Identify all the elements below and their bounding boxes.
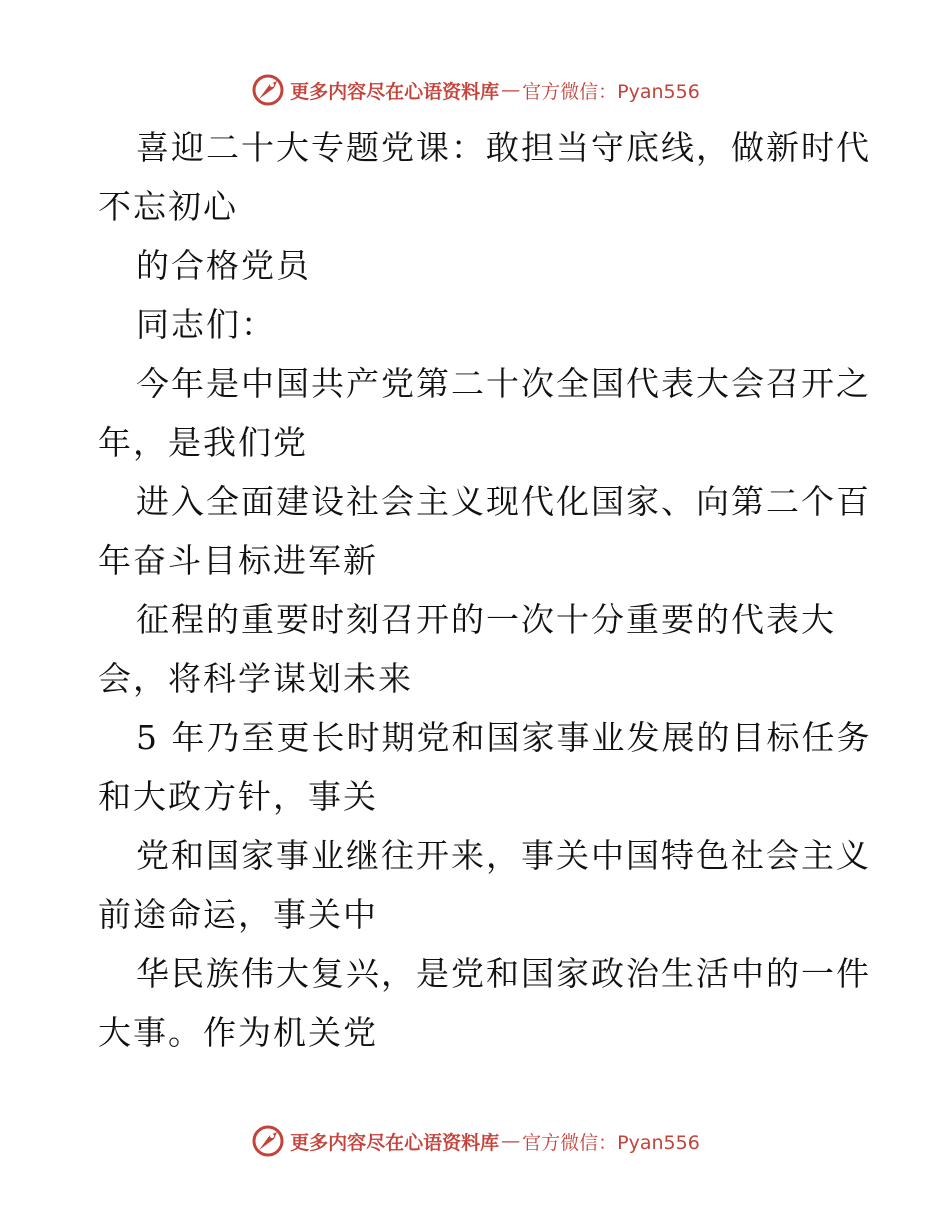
pen-nib-logo-icon bbox=[250, 1123, 286, 1159]
text-line: 今年是中国共产党第二十次全国代表大会召开之 bbox=[136, 364, 871, 403]
text-line: 前途命运，事关中 bbox=[98, 895, 378, 934]
text-line: 同志们： bbox=[136, 305, 276, 344]
text-line: 和大政方针，事关 bbox=[98, 777, 378, 816]
watermark-site-text: 更多内容尽在心语资料库 bbox=[290, 1131, 500, 1154]
footer-watermark bbox=[0, 1121, 950, 1161]
watermark-wechat-text: 官方微信：Pyan556 bbox=[522, 80, 700, 103]
watermark-dash: — bbox=[501, 1130, 521, 1152]
text-line: 的合格党员 bbox=[136, 246, 311, 285]
header-watermark bbox=[0, 70, 950, 110]
text-line: 5 年乃至更长时期党和国家事业发展的目标任务 bbox=[136, 718, 872, 757]
text-line: 党和国家事业继往开来，事关中国特色社会主义 bbox=[136, 836, 871, 875]
text-line: 会，将科学谋划未来 bbox=[98, 659, 413, 698]
text-line: 不忘初心 bbox=[98, 187, 238, 226]
text-line: 华民族伟大复兴，是党和国家政治生活中的一件 bbox=[136, 954, 871, 993]
text-line: 进入全面建设社会主义现代化国家、向第二个百 bbox=[136, 482, 871, 521]
text-line: 大事。作为机关党 bbox=[98, 1013, 378, 1052]
text-line: 征程的重要时刻召开的一次十分重要的代表大 bbox=[136, 600, 836, 639]
document-body bbox=[98, 118, 872, 1062]
pen-nib-logo-icon bbox=[250, 72, 286, 108]
text-line: 年奋斗目标进军新 bbox=[98, 541, 378, 580]
text-line: 喜迎二十大专题党课：敢担当守底线，做新时代 bbox=[136, 128, 871, 167]
text-line: 年，是我们党 bbox=[98, 423, 308, 462]
watermark-wechat-text: 官方微信：Pyan556 bbox=[522, 1131, 700, 1154]
watermark-site-text: 更多内容尽在心语资料库 bbox=[290, 80, 500, 103]
watermark-dash: — bbox=[501, 79, 521, 101]
